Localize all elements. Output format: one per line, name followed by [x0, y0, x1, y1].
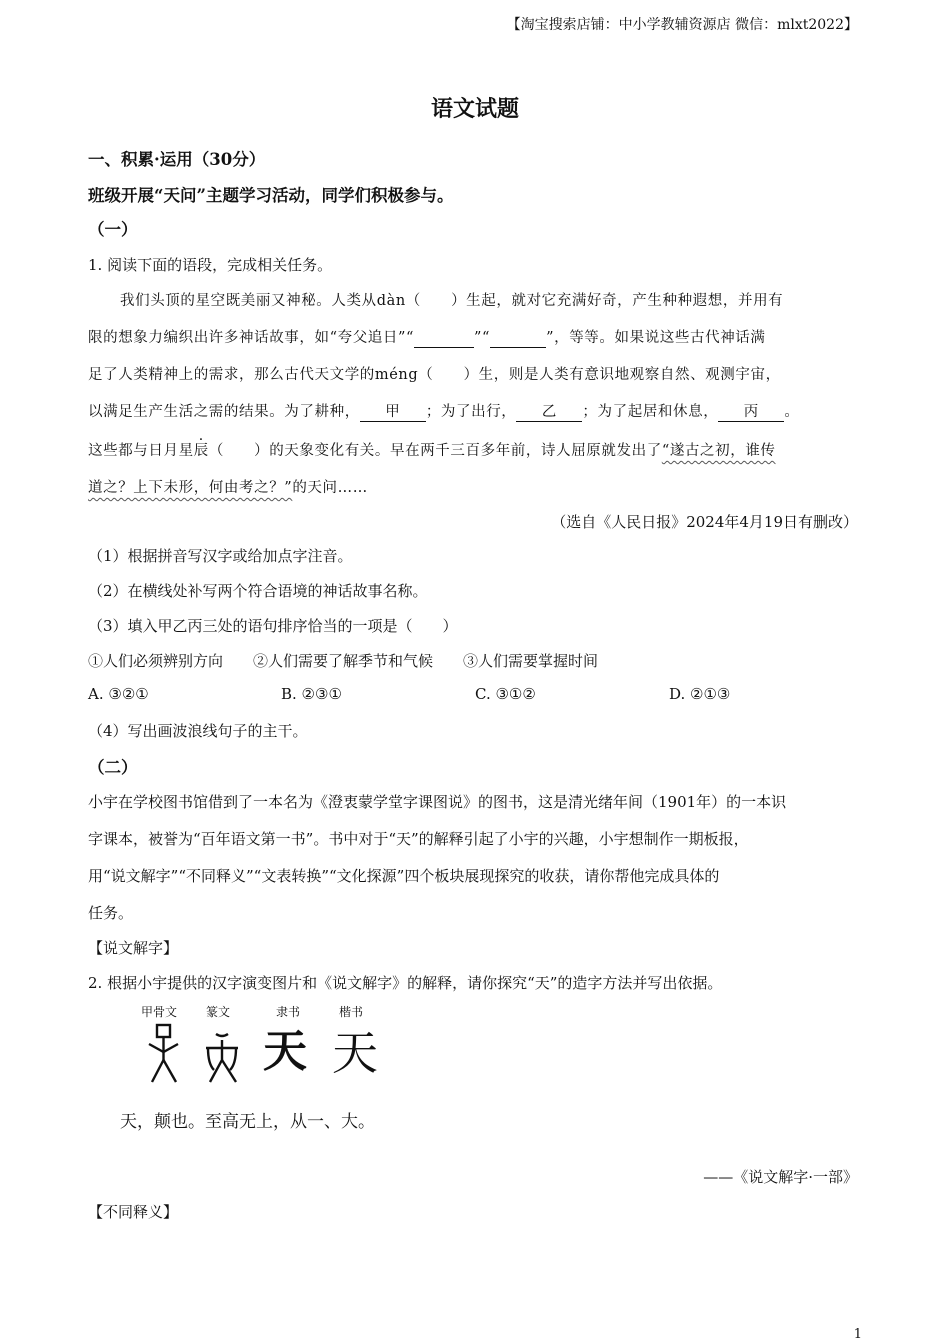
passage-line-2: 限的想象力编织出许多神话故事，如“夸父追日”“ ”“ ”，等等。如果说这些古代神话满: [88, 330, 766, 346]
part-two-text-line-4: 任务。: [88, 904, 134, 922]
passage-line-4: 以满足生产生活之需的结果。为了耕种， 甲 ；为了出行， 乙 ；为了起居和休息， 丙 。: [88, 404, 800, 420]
blank-bing[interactable]: 丙: [718, 405, 784, 422]
blank-jia[interactable]: 甲: [360, 405, 426, 422]
passage-line-3: 足了人类精神上的需求，那么古代天文学的méng（ ）生，则是人类有意识地观察自然、观测宇宙，: [88, 367, 781, 383]
option-statements: ①人们必须辨别方向 ②人们需要了解季节和气候 ③人们需要掌握时间: [88, 652, 599, 670]
part-two-text-line-2: 字课本，被誉为“百年语文第一书”。书中对于“天”的解释引起了小宇的兴趣，小宇想制作一期板报，: [88, 830, 749, 848]
sub-question-2: （2）在横线处补写两个符合语境的神话故事名称。: [88, 582, 428, 600]
dotted-char: 辰: [193, 443, 209, 459]
wavy-sentence-part-2: 道之？上下未形，何由考之？”: [88, 480, 293, 496]
blank-yi[interactable]: 乙: [516, 405, 582, 422]
wavy-sentence-part-1: “遂古之初，谁传: [661, 443, 776, 459]
passage-line-6: 道之？上下未形，何由考之？”的天问……: [88, 480, 368, 496]
q2-prompt: 2. 根据小宇提供的汉字演变图片和《说文解字》的解释，请你探究“天”的造字方法并写出依据。: [88, 974, 723, 992]
label-kaishu: 楷书: [339, 1005, 364, 1019]
choice-c[interactable]: C. ③①②: [475, 685, 536, 703]
shuowen-quote-source: ——《说文解字·一部》: [703, 1168, 858, 1186]
block-shuowen-heading: 【说文解字】: [88, 939, 179, 957]
part-one-label: （一）: [88, 220, 138, 239]
label-jiaguwen: 甲骨文: [141, 1005, 178, 1019]
block-different-meanings-heading: 【不同释义】: [88, 1203, 179, 1221]
blank-myth-1[interactable]: [414, 331, 474, 348]
seal-script-tian-glyph: [202, 1030, 242, 1084]
passage-source: （选自《人民日报》2024年4月19日有删改）: [551, 513, 858, 531]
pinyin-meng: méng: [374, 367, 419, 383]
page-number: 1: [853, 1327, 862, 1342]
page-header: 【淘宝搜索店铺：中小学教辅资源店 微信：mlxt2022】: [506, 17, 858, 33]
sub-question-4: （4）写出画波浪线句子的主干。: [88, 722, 308, 740]
section-heading: 一、积累·运用（30分）: [88, 150, 266, 169]
regular-script-tian: 天: [332, 1026, 378, 1080]
passage-line-1: 我们头顶的星空既美丽又神秘。人类从dàn（ ）生起，就对它充满好奇，产生种种遐想，并用有: [120, 293, 784, 309]
q1-prompt: 1. 阅读下面的语段，完成相关任务。: [88, 256, 333, 274]
blank-myth-2[interactable]: [490, 331, 546, 348]
passage-line-5: 这些都与日月星辰（ ）的天象变化有关。早在两千三百多年前，诗人屈原就发出了“遂古之初，谁传: [88, 443, 776, 459]
sub-question-1: （1）根据拼音写汉字或给加点字注音。: [88, 547, 353, 565]
sub-question-3: （3）填入甲乙丙三处的语句排序恰当的一项是（ ）: [88, 617, 458, 635]
oracle-bone-tian-glyph: [146, 1022, 182, 1084]
part-two-label: （二）: [88, 758, 138, 777]
choice-b[interactable]: B. ②③①: [281, 685, 342, 703]
part-two-text-line-3: 用“说文解字”“不同释义”“文表转换”“文化探源”四个板块展现探究的收获，请你帮他完成具体的: [88, 867, 720, 885]
clerical-script-tian: 天: [263, 1026, 307, 1077]
choice-a[interactable]: A. ③②①: [88, 685, 149, 703]
section-intro: 班级开展“天问”主题学习活动，同学们积极参与。: [88, 186, 454, 205]
label-lishu: 隶书: [276, 1005, 301, 1019]
label-zhuanwen: 篆文: [206, 1005, 231, 1019]
part-two-text-line-1: 小宇在学校图书馆借到了一本名为《澄衷蒙学堂字课图说》的图书，这是清光绪年间（1901年）的一本识: [88, 793, 787, 811]
pinyin-dan: dàn: [376, 293, 406, 309]
choice-d[interactable]: D. ②①③: [669, 685, 731, 703]
page-title: 语文试题: [430, 96, 519, 122]
shuowen-quote: 天，颠也。至高无上，从一、大。: [120, 1112, 375, 1132]
